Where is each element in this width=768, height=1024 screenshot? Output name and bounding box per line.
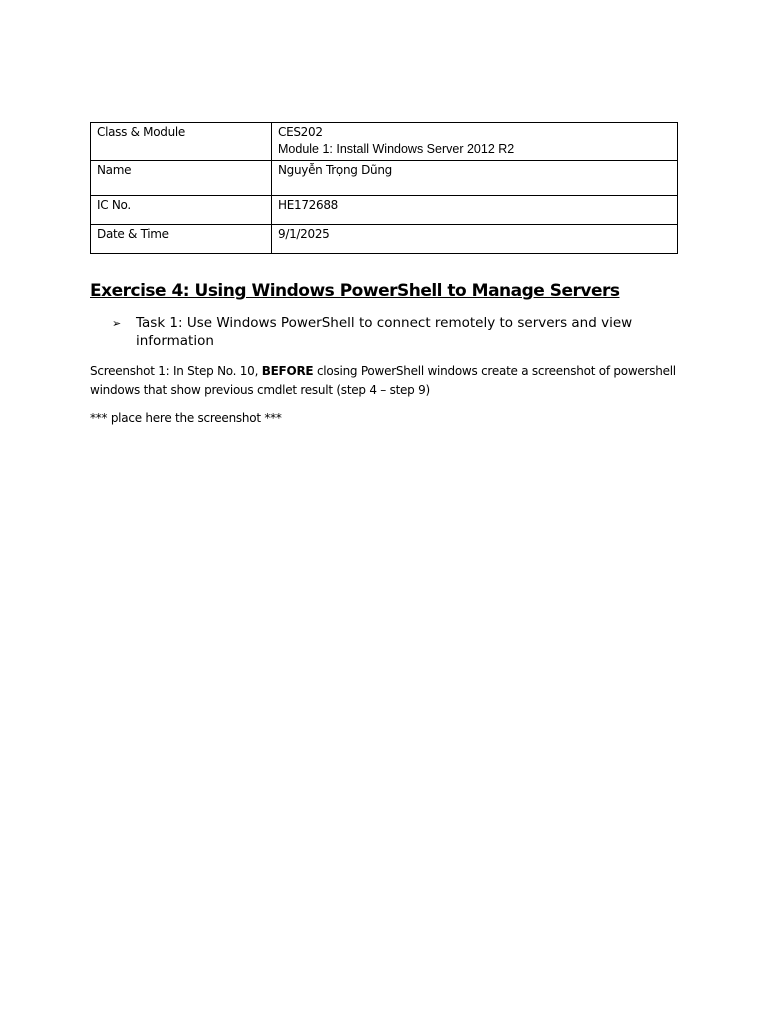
instruction-emphasis: BEFORE xyxy=(261,364,314,378)
table-row-class-module xyxy=(91,123,678,161)
table-row-date-time xyxy=(91,225,678,254)
table-row-name xyxy=(91,161,678,196)
table-cell-value: HE172688 xyxy=(272,196,678,225)
screenshot-placeholder: *** place here the screenshot *** xyxy=(90,411,282,425)
task-list-item xyxy=(112,315,672,350)
table-cell-label: Name xyxy=(91,161,272,196)
student-info-table xyxy=(90,122,678,254)
table-cell-value: 9/1/2025 xyxy=(272,225,678,254)
table-cell-value xyxy=(272,123,678,161)
module-title: Module 1: Install Windows Server 2012 R2 xyxy=(278,142,515,156)
table-cell-label: Class & Module xyxy=(91,123,272,161)
arrowhead-bullet-icon: ➢ xyxy=(112,317,122,330)
task-text: Task 1: Use Windows PowerShell to connect remotely to servers and view information xyxy=(136,315,633,349)
table-row-ic-no xyxy=(91,196,678,225)
instruction-prefix: Screenshot 1: In Step No. 10, xyxy=(90,364,262,378)
screenshot-instruction xyxy=(90,362,680,400)
table-cell-label: Date & Time xyxy=(91,225,272,254)
table-cell-label: IC No. xyxy=(91,196,272,225)
exercise-heading: Exercise 4: Using Windows PowerShell to Manage Servers xyxy=(90,281,620,301)
class-code: CES202 xyxy=(278,125,323,139)
table-cell-value: Nguyễn Trọng Dũng xyxy=(272,161,678,196)
instruction-suffix: closing PowerShell windows create a screenshot of powershell windows that show previous cmdlet result (step 4 – step 9) xyxy=(90,364,676,397)
